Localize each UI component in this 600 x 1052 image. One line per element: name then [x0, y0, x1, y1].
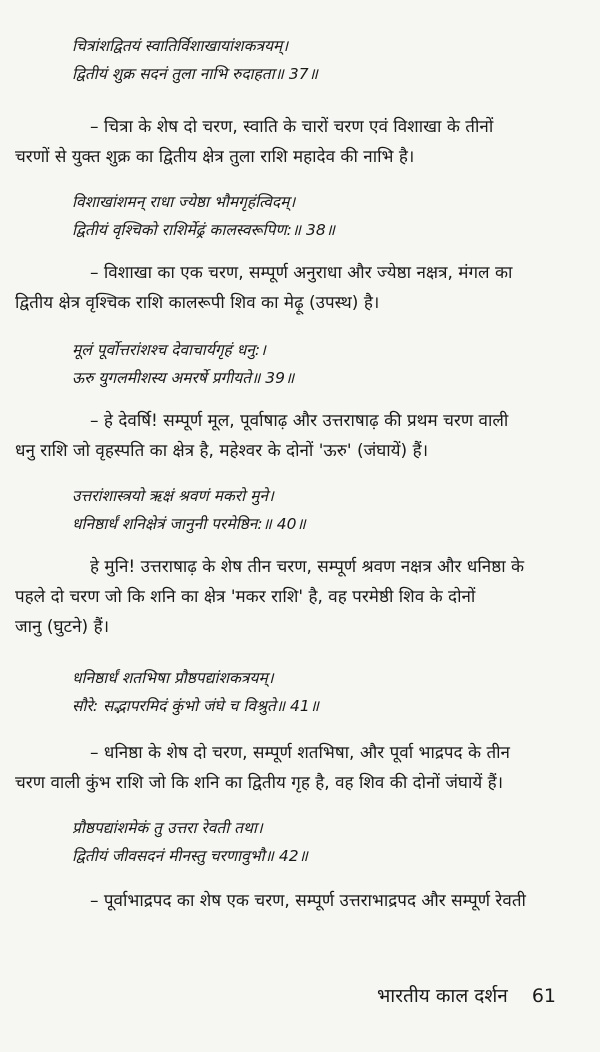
verse-line: विशाखांशमन् राधा ज्येष्ठा भौमगृहंत्विदम्। [72, 193, 296, 211]
verse-line: मूलं पूर्वोत्तरांशश्च देवाचार्यगृहं धनु:। [72, 341, 266, 359]
paragraph-39 [15, 406, 509, 466]
verse-40 [72, 482, 306, 538]
verse-line: चित्रांशद्वितयं स्वातिर्विशाखायांशकत्रयम्। [72, 37, 289, 55]
paragraph-41 [15, 738, 510, 798]
verse-line: ऊरु युगलमीशस्य अमरर्षे प्रगीयते॥ 39॥ [72, 369, 295, 387]
verse-42 [72, 814, 308, 870]
paragraph-line: – चित्रा के शेष दो चरण, स्वाति के चारों चरण एवं विशाखा के तीनों [90, 117, 494, 137]
paragraph-line: – विशाखा का एक चरण, सम्पूर्ण अनुराधा और ज्येष्ठा नक्षत्र, मंगल का [90, 263, 513, 283]
paragraph-42 [90, 886, 526, 916]
verse-41 [72, 664, 319, 720]
verse-line: द्वितीयं वृश्चिको राशिर्मेढ्रं कालस्वरूपिण:॥ 38॥ [72, 221, 336, 239]
paragraph-38 [15, 258, 513, 318]
page-number: 61 [531, 985, 556, 1007]
paragraph-37 [15, 112, 494, 172]
paragraph-line: द्वितीय क्षेत्र वृश्चिक राशि कालरूपी शिव का मेढ़ू (उपस्थ) है। [15, 293, 380, 313]
verse-line: उत्तरांशास्त्रयो ऋक्षं श्रवणं मकरो मुने। [72, 487, 274, 505]
paragraph-line: हे मुनि! उत्तराषाढ़ के शेष तीन चरण, सम्पूर्ण श्रवण नक्षत्र और धनिष्ठा के [90, 557, 525, 577]
paragraph-line: चरणों से युक्त शुक्र का द्वितीय क्षेत्र तुला राशि महादेव की नाभि है। [15, 147, 415, 167]
page-footer [377, 982, 556, 1008]
verse-line: द्वितीयं शुक्र सदनं तुला नाभि रुदाहता॥ 37॥ [72, 65, 318, 83]
paragraph-40 [15, 552, 524, 642]
paragraph-line: धनु राशि जो वृहस्पति का क्षेत्र है, महेश्वर के दोनों 'ऊरु' (जंघायें) हैं। [15, 441, 429, 461]
paragraph-line: पहले दो चरण जो कि शनि का क्षेत्र 'मकर राशि' है, वह परमेष्ठी शिव के दोनों [15, 587, 476, 607]
paragraph-line: जानु (घुटने) हैं। [15, 617, 110, 637]
paragraph-line: – धनिष्ठा के शेष दो चरण, सम्पूर्ण शतभिषा, और पूर्वा भाद्रपद के तीन [90, 743, 510, 763]
verse-38 [72, 188, 335, 244]
paragraph-line: चरण वाली कुंभ राशि जो कि शनि का द्वितीय गृह है, वह शिव की दोनों जंघायें हैं। [15, 773, 504, 793]
paragraph-line: – पूर्वाभाद्रपद का शेष एक चरण, सम्पूर्ण उत्तराभाद्रपद और सम्पूर्ण रेवती [90, 891, 526, 911]
verse-line: सौरे: सद्भापरमिदं कुंभो जंघे च विश्रुते॥ 41॥ [72, 697, 320, 715]
book-title: भारतीय काल दर्शन [376, 985, 508, 1007]
verse-39 [72, 336, 294, 392]
paragraph-line: – हे देवर्षि! सम्पूर्ण मूल, पूर्वाषाढ़ और उत्तराषाढ़ की प्रथम चरण वाली [90, 411, 509, 431]
verse-line: द्वितीयं जीवसदनं मीनस्तु चरणावुभौ॥ 42॥ [72, 847, 308, 865]
verse-37 [72, 32, 318, 88]
verse-line: धनिष्ठार्धं शतभिषा प्रौष्ठपद्यांशकत्रयम्। [72, 669, 274, 687]
verse-line: प्रौष्ठपद्यांशमेकं तु उत्तरा रेवती तथा। [72, 819, 263, 837]
verse-line: धनिष्ठार्धं शनिक्षेत्रं जानुनी परमेष्ठिन:॥ 40॥ [72, 515, 306, 533]
